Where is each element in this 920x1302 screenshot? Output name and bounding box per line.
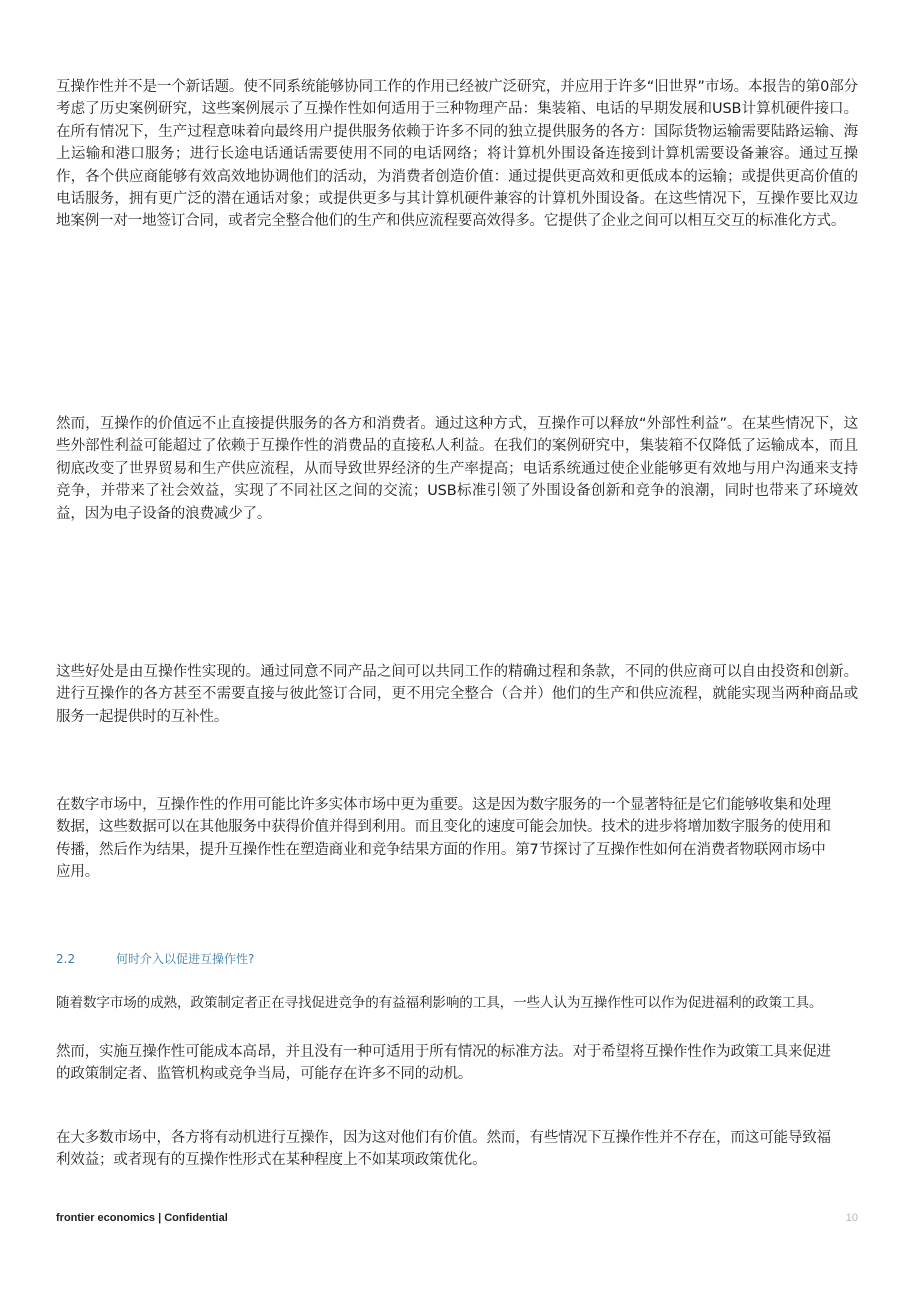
footer-brand: frontier economics | Confidential [56, 1212, 228, 1224]
page-number: 10 [845, 1212, 858, 1224]
benefits-paragraph: 这些好处是由互操作性实现的。通过同意不同产品之间可以共同工作的精确过程和条款，不同的供应商可以自由投资和创新。进行互操作的各方甚至不需要直接与彼此签订合同，更不用完全整合（合并）他们的生产和供应流程，就能实现当两种商品或服务一起提供时的互补性。 [56, 664, 858, 725]
section-number: 2.2 [56, 951, 76, 966]
intro-paragraph: 互操作性并不是一个新话题。使不同系统能够协同工作的作用已经被广泛研究，并应用于许多“旧世界”市场。本报告的第0部分考虑了历史案例研究，这些案例展示了互操作性如何适用于三种物理产品：集装箱、电话的早期发展和USB计算机硬件接口。在所有情况下，生产过程意味着向最终用户提供服务依赖于许多不同的独立提供服务的各方：国际货物运输需要陆路运输、海上运输和港口服务；进行长途电话通话需要使用不同的电话网络；将计算机外围设备连接到计算机需要设备兼容。通过互操作，各个供应商能够有效高效地协调他们的活动，为消费者创造价值：通过提供更高效和更低成本的运输；或提供更高价值的电话服务，拥有更广泛的潜在通话对象；或提供更多与其计算机硬件兼容的计算机外围设备。在这些情况下，互操作要比双边地案例一对一地签订合同，或者完全整合他们的生产和供应流程要高效得多。它提供了企业之间可以相互交互的标准化方式。 [56, 79, 858, 230]
section-heading [56, 950, 254, 967]
section-title: 何时介入以促进互操作性? [116, 952, 255, 966]
digital-markets-paragraph: 在数字市场中，互操作性的作用可能比许多实体市场中更为重要。这是因为数字服务的一个显著特征是它们能够收集和处理数据，这些数据可以在其他服务中获得价值并得到利用。而且变化的速度可能会加快。技术的进步将增加数字服务的使用和传播，然后作为结果，提升互操作性在塑造商业和竞争结果方面的作用。第7节探讨了互操作性如何在消费者物联网市场中应用。 [56, 797, 831, 881]
motivation-paragraph: 在大多数市场中，各方将有动机进行互操作，因为这对他们有价值。然而，有些情况下互操作性并不存在，而这可能导致福利效益；或者现有的互操作性形式在某种程度上不如某项政策优化。 [56, 1130, 831, 1169]
policy-tools-paragraph: 随着数字市场的成熟，政策制定者正在寻找促进竞争的有益福利影响的工具，一些人认为互操作性可以作为促进福利的政策工具。 [56, 995, 823, 1011]
cost-paragraph: 然而，实施互操作性可能成本高昂，并且没有一种可适用于所有情况的标准方法。对于希望将互操作性作为政策工具来促进的政策制定者、监管机构或竞争当局，可能存在许多不同的动机。 [56, 1044, 831, 1083]
externality-paragraph: 然而，互操作的价值远不止直接提供服务的各方和消费者。通过这种方式，互操作可以释放“外部性利益”。在某些情况下，这些外部性利益可能超过了依赖于互操作性的消费品的直接私人利益。在我们的案例研究中，集装箱不仅降低了运输成本，而且彻底改变了世界贸易和生产供应流程，从而导致世界经济的生产率提高；电话系统通过使企业能够更有效地与用户沟通来支持竞争，并带来了社会效益，实现了不同社区之间的交流；USB标准引领了外围设备创新和竞争的浪潮，同时也带来了环境效益，因为电子设备的浪费减少了。 [56, 416, 858, 522]
